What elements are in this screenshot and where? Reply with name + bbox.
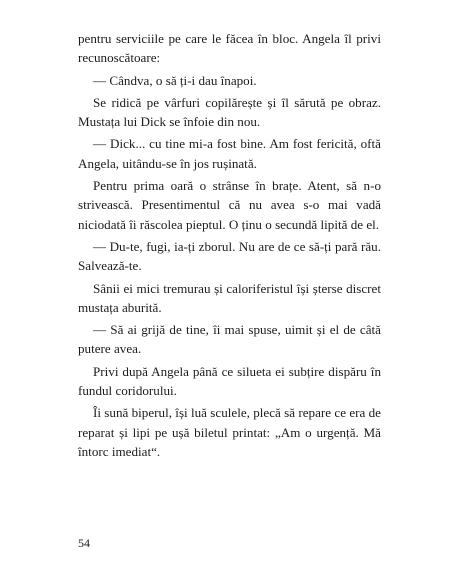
paragraph: — Dick... cu tine mi-a fost bine. Am fost fericită, oftă Angela, uitându-se în jos rușinată. <box>78 136 381 171</box>
paragraph: — Să ai grijă de tine, îi mai spuse, uimit și el de câtă putere avea. <box>78 322 381 357</box>
paragraph: Privi după Angela până ce silueta ei subțire dispăru în fundul coridorului. <box>78 363 381 399</box>
paragraph: pentru serviciile pe care le făcea în bloc. Angela îl privi recunoscătoare: <box>78 31 381 66</box>
paragraph: Îi sună biperul, își luă sculele, plecă să repare ce era de reparat și lipi pe ușă biletul printat: „Am o urgență. Mă întorc imediat“. <box>78 405 381 459</box>
paragraph: Sânii ei mici tremurau și caloriferistul își șterse discret mustața aburită. <box>78 280 381 315</box>
paragraph: — Cândva, o să ți-i dau înapoi. <box>93 72 257 88</box>
paragraph: Se ridică pe vârfuri copilărește și îl sărută pe obraz. Mustața lui Dick se înfoie din nou. <box>78 94 381 130</box>
paragraph: Pentru prima oară o strânse în brațe. Atent, să n-o strivească. Presentimentul că nu avea s-o mai vadă niciodată îi răscolea pieptul. O ținu o secundă lipită de el. <box>78 178 381 232</box>
paragraph: — Du-te, fugi, ia-ți zborul. Nu are de ce să-ți pară rău. Salvează-te. <box>78 238 381 274</box>
body-text <box>78 29 381 464</box>
page-number: 54 <box>78 536 90 550</box>
